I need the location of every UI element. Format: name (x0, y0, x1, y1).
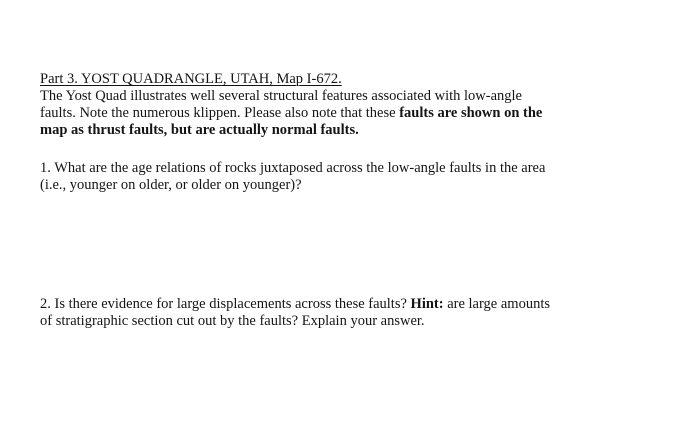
question-2-hint-text: are large amounts (443, 296, 551, 312)
hint-label: Hint: (410, 296, 444, 312)
question-1-line-1: 1. What are the age relations of rocks juxtaposed across the low-angle faults in the area (40, 160, 546, 176)
question-1 (40, 160, 600, 194)
intro-line-2 (40, 105, 600, 122)
question-2-text: 2. Is there evidence for large displacements across these faults? (40, 296, 411, 312)
question-1-line-2: (i.e., younger on older, or older on younger)? (40, 177, 302, 193)
question-2 (40, 296, 600, 330)
question-2-line-2: of stratigraphic section cut out by the faults? Explain your answer. (40, 313, 425, 329)
section-title: Part 3. YOST QUADRANGLE, UTAH, Map I-672. (40, 71, 342, 87)
intro-line-2-text: faults. Note the numerous klippen. Please also note that these (40, 105, 400, 121)
part-3-section (40, 71, 600, 139)
question-2-line-1 (40, 296, 600, 313)
intro-line-1: The Yost Quad illustrates well several structural features associated with low-angle (40, 88, 522, 104)
intro-line-3-bold: map as thrust faults, but are actually normal faults. (40, 122, 359, 138)
intro-line-2-bold: faults are shown on the (399, 105, 543, 121)
